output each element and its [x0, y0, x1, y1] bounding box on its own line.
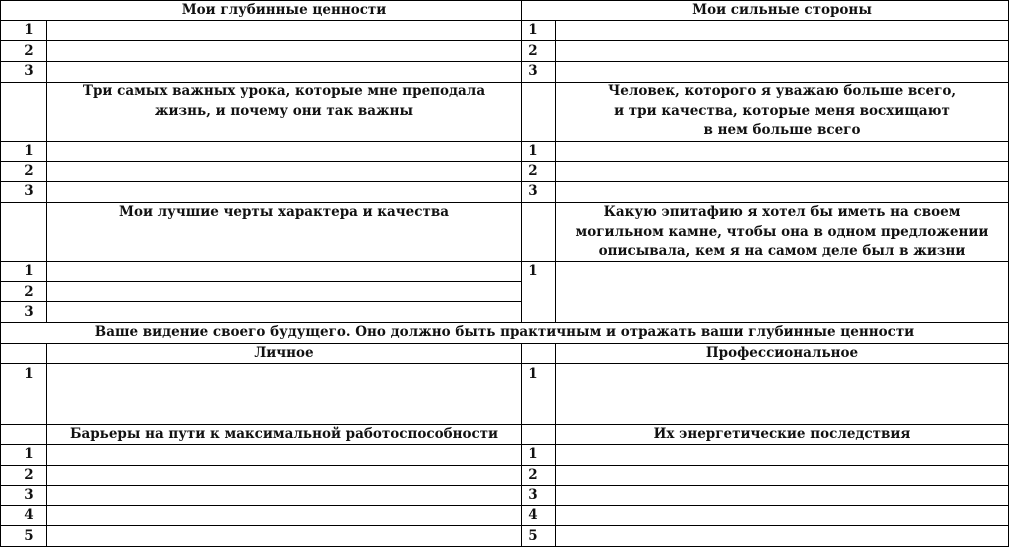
- row-number: 5: [528, 528, 538, 544]
- lessons-title-line-2: жизнь, и почему они так важны: [154, 103, 414, 119]
- epitaph-title-line-3: описывала, кем я на самом деле был в жизни: [598, 243, 966, 259]
- row-number: 3: [24, 304, 34, 320]
- row-number: 3: [24, 63, 34, 79]
- row-number: 1: [24, 143, 34, 159]
- row-number: 2: [24, 467, 34, 483]
- row-number: 4: [24, 507, 34, 523]
- barriers-field-3[interactable]: [47, 486, 521, 505]
- person-title-line-1: Человек, которого я уважаю больше всего,: [607, 83, 957, 99]
- row-number: 3: [24, 487, 34, 503]
- strengths-title: Мои сильные стороны: [692, 2, 872, 18]
- energy-title: Их энергетические последствия: [653, 426, 911, 442]
- row-number: 2: [24, 163, 34, 179]
- energy-field-2[interactable]: [556, 466, 1008, 485]
- professional-title: Профессиональное: [705, 345, 859, 361]
- barriers-field-2[interactable]: [47, 466, 521, 485]
- traits-field-3[interactable]: [47, 302, 521, 322]
- values-title: Мои глубинные ценности: [181, 2, 387, 18]
- person-field-3[interactable]: [556, 182, 1008, 202]
- personal-vision-field[interactable]: [47, 364, 521, 424]
- lessons-field-2[interactable]: [47, 162, 521, 181]
- epitaph-field[interactable]: [556, 262, 1008, 322]
- epitaph-title-line-2: могильном камне, чтобы она в одном предложении: [575, 224, 989, 240]
- row-number: 1: [528, 366, 538, 382]
- row-number: 2: [528, 43, 538, 59]
- traits-title: Мои лучшие черты характера и качества: [119, 204, 449, 220]
- row-number: 1: [24, 263, 34, 279]
- strengths-field-3[interactable]: [556, 62, 1008, 82]
- row-number: 1: [24, 22, 34, 38]
- row-number: 1: [528, 143, 538, 159]
- row-number: 4: [528, 507, 538, 523]
- row-number: 2: [528, 467, 538, 483]
- strengths-field-2[interactable]: [556, 41, 1008, 61]
- barriers-field-5[interactable]: [47, 526, 521, 546]
- epitaph-title-line-1: Какую эпитафию я хотел бы иметь на своем: [603, 204, 961, 220]
- barriers-title: Барьеры на пути к максимальной работоспособности: [69, 426, 499, 442]
- row-number: 2: [24, 284, 34, 300]
- values-field-2[interactable]: [47, 41, 521, 61]
- row-number: 3: [528, 183, 538, 199]
- lessons-title-line-1: Три самых важных урока, которые мне преподала: [82, 83, 486, 99]
- personal-title: Личное: [254, 345, 314, 361]
- row-number: 3: [528, 487, 538, 503]
- energy-field-5[interactable]: [556, 526, 1008, 546]
- professional-vision-field[interactable]: [556, 364, 1008, 424]
- traits-field-1[interactable]: [47, 262, 521, 281]
- values-field-1[interactable]: [47, 21, 521, 40]
- values-field-3[interactable]: [47, 62, 521, 82]
- row-number: 3: [24, 183, 34, 199]
- row-number: 3: [528, 63, 538, 79]
- energy-field-1[interactable]: [556, 445, 1008, 465]
- row-number: 1: [528, 263, 538, 279]
- row-number: 2: [24, 43, 34, 59]
- row-number: 2: [528, 163, 538, 179]
- person-title-line-3: в нем больше всего: [703, 122, 861, 138]
- energy-field-4[interactable]: [556, 506, 1008, 525]
- person-field-2[interactable]: [556, 162, 1008, 181]
- barriers-field-4[interactable]: [47, 506, 521, 525]
- person-title-line-2: и три качества, которые меня восхищают: [614, 103, 950, 119]
- person-field-1[interactable]: [556, 142, 1008, 161]
- lessons-field-3[interactable]: [47, 182, 521, 202]
- row-number: 1: [528, 446, 538, 462]
- row-number: 1: [24, 446, 34, 462]
- barriers-field-1[interactable]: [47, 445, 521, 465]
- traits-field-2[interactable]: [47, 282, 521, 301]
- vision-title: Ваше видение своего будущего. Оно должно быть практичным и отражать ваши глубинные ценности: [94, 324, 915, 340]
- lessons-field-1[interactable]: [47, 142, 521, 161]
- row-number: 1: [24, 366, 34, 382]
- strengths-field-1[interactable]: [556, 21, 1008, 40]
- row-number: 5: [24, 528, 34, 544]
- row-number: 1: [528, 22, 538, 38]
- energy-field-3[interactable]: [556, 486, 1008, 505]
